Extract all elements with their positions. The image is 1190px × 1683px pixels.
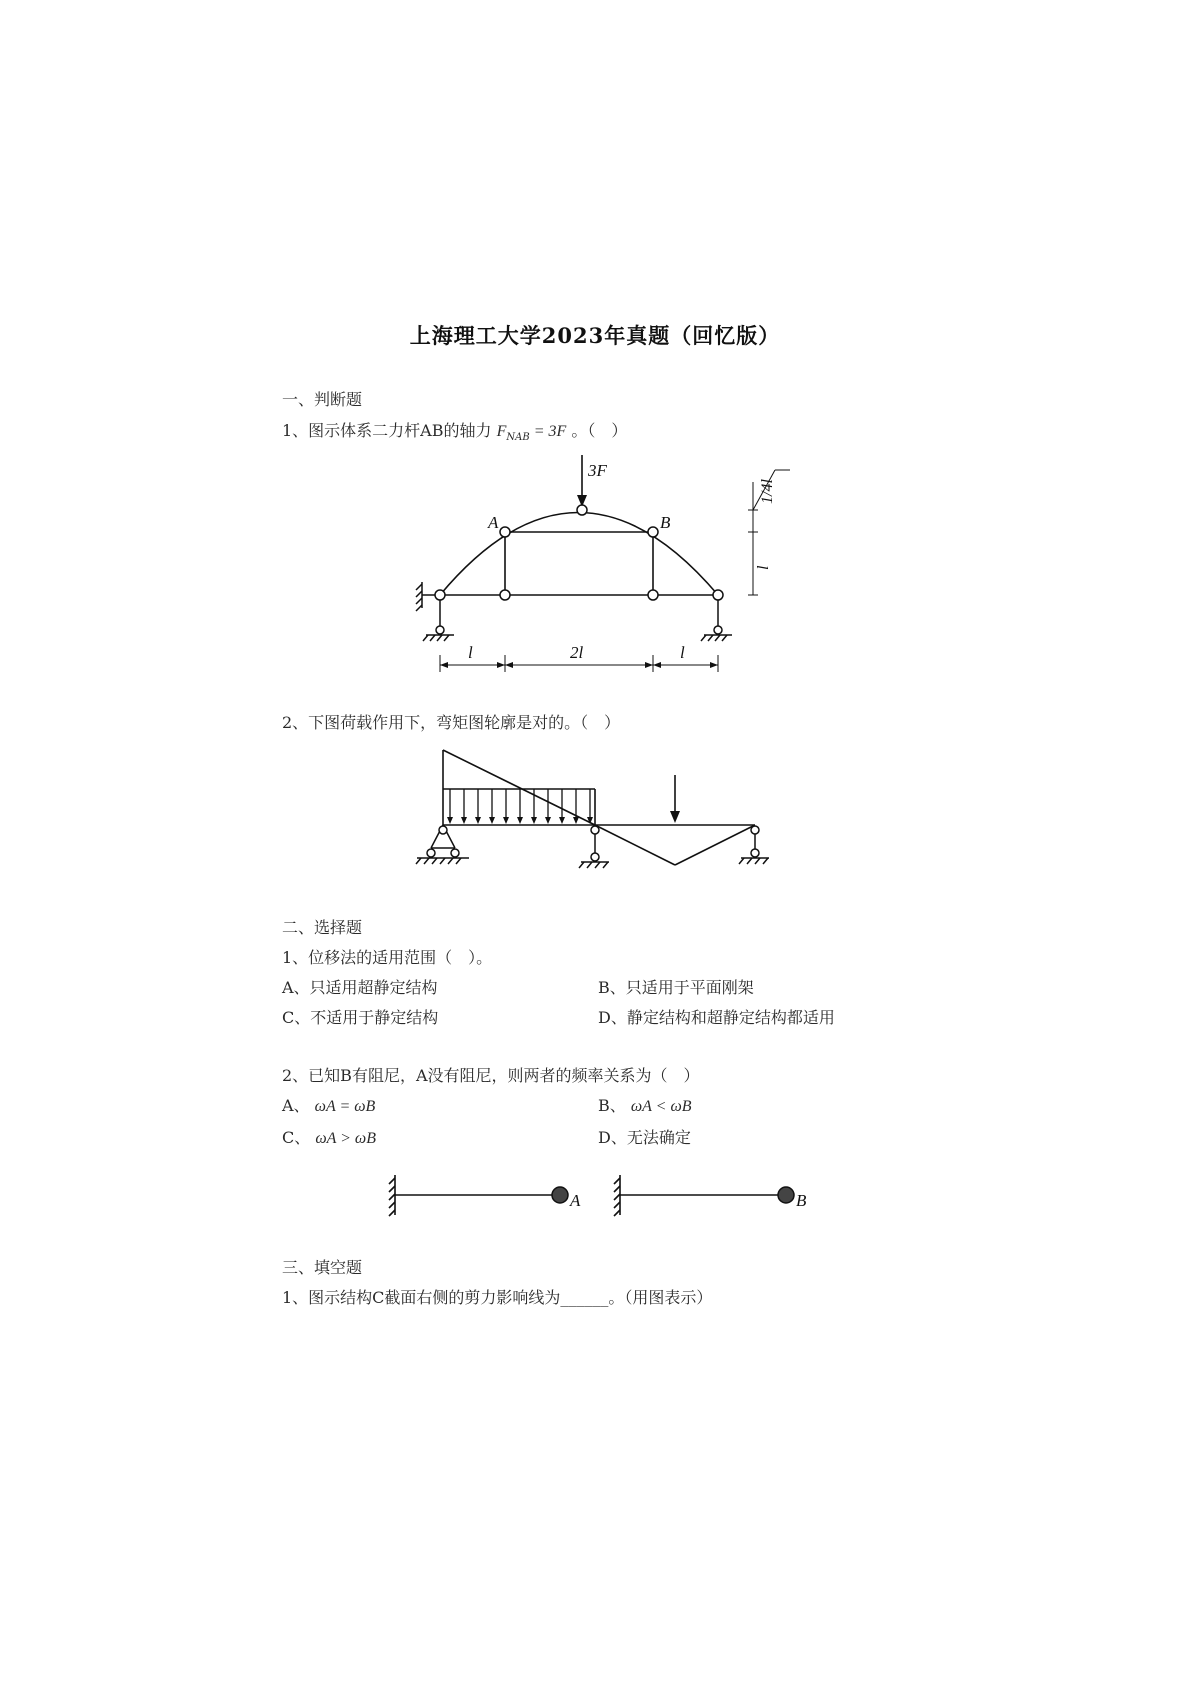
axial-force-subscript: NAB [506,432,530,443]
mass-b [778,1187,794,1203]
figure-moment-diagram [415,745,785,875]
node-a-label: A [488,513,499,532]
load-label: 3F [588,461,607,480]
hinge-bottom-right [648,590,658,600]
question-1-1-suffix: 。（ ） [571,421,628,440]
node-b-label: B [660,513,671,532]
mass-a [552,1187,568,1203]
cantilever-a [389,1175,552,1216]
arch-curve [440,513,718,596]
question-3-1: 1、图示结构C截面右侧的剪力影响线为______。（用图表示） [282,1288,713,1307]
section-1-heading: 一、判断题 [282,390,363,409]
hinge-crown [577,505,587,515]
hinge-b [648,527,658,537]
option-2-1-d: D、静定结构和超静定结构都适用 [598,1008,835,1027]
udl-arrows [450,789,590,819]
question-1-1 [282,418,627,443]
left-pin-support [423,600,454,641]
option-2-2-a-prefix: A、 [282,1096,310,1115]
option-2-2-b-math: ωA < ωB [630,1098,692,1115]
question-1-2: 2、下图荷载作用下，弯矩图轮廓是对的。（ ） [282,713,621,732]
section-3-heading: 三、填空题 [282,1258,363,1277]
left-wall-support [416,582,435,611]
option-2-1-b: B、只适用于平面刚架 [598,978,754,997]
hinge-left-support [435,590,445,600]
moment-diagonal-2 [595,825,675,865]
option-2-1-c: C、不适用于静定结构 [282,1008,439,1027]
question-1-1-prefix: 1、图示体系二力杆AB的轴力 [282,421,492,440]
left-support-pair [416,825,469,864]
height-top-label: 1/4l [759,479,776,504]
option-2-2-b-prefix: B、 [598,1096,626,1115]
height-bottom-label: l [755,565,772,570]
question-2-1: 1、位移法的适用范围（ ）。 [282,948,493,967]
section-2-heading: 二、选择题 [282,918,363,937]
cantilever-b [614,1175,778,1216]
option-2-2-a-math: ωA = ωB [314,1098,376,1115]
option-2-1-a: A、只适用超静定结构 [282,978,438,997]
option-2-2-c [282,1125,376,1148]
middle-support [579,826,609,868]
axial-force-value: = 3F [529,423,567,440]
figure-arch-truss [380,450,840,680]
hinge-right-support [713,590,723,600]
span-left-label: l [468,643,473,662]
right-pin-support [701,600,732,641]
option-2-2-b [598,1093,692,1116]
point-load-arrowhead [670,811,680,823]
right-support [739,826,769,864]
span-mid-label: 2l [570,643,584,662]
hinge-bottom-left [500,590,510,600]
axial-force-symbol: F [496,423,507,440]
figure-cantilevers [380,1170,830,1230]
moment-diagonal-1 [443,750,595,825]
option-2-2-c-prefix: C、 [282,1128,311,1147]
question-2-2: 2、已知B有阻尼，A没有阻尼，则两者的频率关系为（ ） [282,1066,700,1085]
option-2-2-a [282,1093,375,1116]
label-b: B [796,1191,807,1210]
option-2-2-d: D、无法确定 [598,1128,691,1147]
option-2-2-c-math: ωA > ωB [315,1130,376,1147]
hinge-a [500,527,510,537]
udl-arrowheads [447,811,680,824]
label-a: A [570,1191,581,1210]
page-title: 上海理工大学2023年真题（回忆版） [409,323,781,348]
span-right-label: l [680,643,685,662]
